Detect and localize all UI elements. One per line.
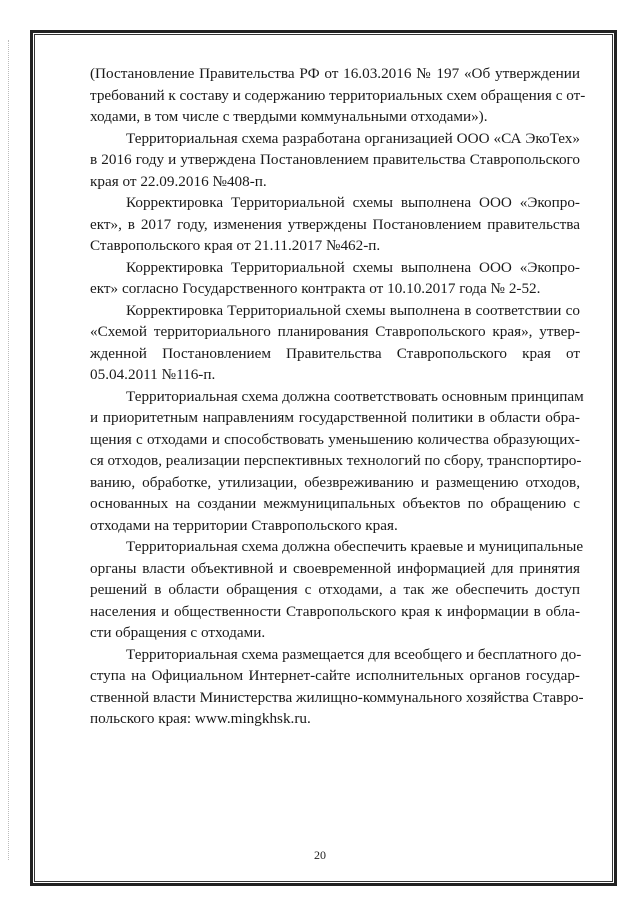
paragraph-scheme-developed bbox=[90, 128, 580, 193]
text-line: Корректировка Территориальной схемы выполнена ООО «Экопро- bbox=[126, 258, 580, 276]
paragraph-scheme-principles bbox=[90, 386, 584, 537]
text-line: отходами на территории Ставропольского края. bbox=[90, 516, 398, 534]
document-body bbox=[90, 63, 586, 730]
text-line: жденной Постановлением Правительства Ставропольского края от bbox=[90, 344, 580, 362]
text-line: 05.04.2011 №116-п. bbox=[90, 366, 216, 383]
paragraph-scheme-publication bbox=[90, 644, 584, 730]
text-line: требований к составу и содержанию территориальных схем обращения с от- bbox=[90, 86, 586, 104]
text-line: Ставропольского края от 21.11.2017 №462-п. bbox=[90, 237, 381, 254]
text-line: ект» согласно Государственного контракта от 10.10.2017 года № 2-52. bbox=[90, 280, 541, 297]
paragraph-correction-2017 bbox=[90, 192, 580, 257]
scan-edge-marks bbox=[8, 40, 11, 860]
text-line: населения и общественности Ставропольского края к информации в обла- bbox=[90, 602, 580, 620]
text-line: основанных на создании межмуниципальных объектов по обращению с bbox=[90, 495, 580, 512]
paragraph-correction-planning-scheme bbox=[90, 300, 580, 386]
text-line: решений в области обращения с отходами, а так же обеспечить доступ bbox=[90, 581, 580, 598]
text-line: Территориальная схема разработана организацией ООО «СА ЭкоТех» bbox=[126, 129, 580, 147]
text-line: Корректировка Территориальной схемы выполнена в соответствии со bbox=[126, 301, 580, 319]
paragraph-correction-contract bbox=[90, 257, 580, 300]
text-line: ступа на Официальном Интернет-сайте исполнительных органов государ- bbox=[90, 667, 580, 684]
text-line: (Постановление Правительства РФ от 16.03.2016 № 197 «Об утверждении bbox=[90, 65, 580, 82]
text-line: ственной власти Министерства жилищно-коммунального хозяйства Ставро- bbox=[90, 688, 584, 706]
page-number: 20 bbox=[314, 848, 326, 862]
text-line: Территориальная схема должна обеспечить краевые и муниципальные bbox=[126, 538, 584, 555]
text-line: органы власти объективной и своевременной информацией для принятия bbox=[90, 559, 580, 577]
text-line: Корректировка Территориальной схемы выполнена ООО «Экопро- bbox=[126, 194, 580, 211]
paragraph-scheme-information bbox=[90, 536, 584, 644]
text-line: края от 22.09.2016 №408-п. bbox=[90, 172, 267, 190]
text-line: «Схемой территориального планирования Ставропольского края», утвер- bbox=[90, 323, 580, 340]
paragraph-regulation-reference bbox=[90, 63, 586, 128]
text-line: в 2016 году и утверждена Постановлением правительства Ставропольского bbox=[90, 151, 580, 168]
text-line: щения с отходами и способствовать уменьшению количества образующих- bbox=[90, 430, 580, 448]
text-line: ходами, в том числе с твердыми коммунальными отходами»). bbox=[90, 108, 488, 125]
text-line: ванию, обработке, утилизации, обезвреживанию и размещению отходов, bbox=[90, 473, 580, 491]
text-line: ся отходов, реализации перспективных технологий по сбору, транспортиро- bbox=[90, 452, 582, 469]
text-line: Территориальная схема должна соответствовать основным принципам bbox=[126, 387, 584, 405]
text-line: Территориальная схема размещается для всеобщего и бесплатного до- bbox=[126, 645, 582, 663]
text-line: сти обращения с отходами. bbox=[90, 624, 266, 641]
text-line: и приоритетным направлениям государственной политики в области обра- bbox=[90, 409, 580, 426]
text-line: польского края: www.mingkhsk.ru. bbox=[90, 710, 311, 727]
text-line: ект», в 2017 году, изменения утверждены Постановлением правительства bbox=[90, 215, 580, 233]
